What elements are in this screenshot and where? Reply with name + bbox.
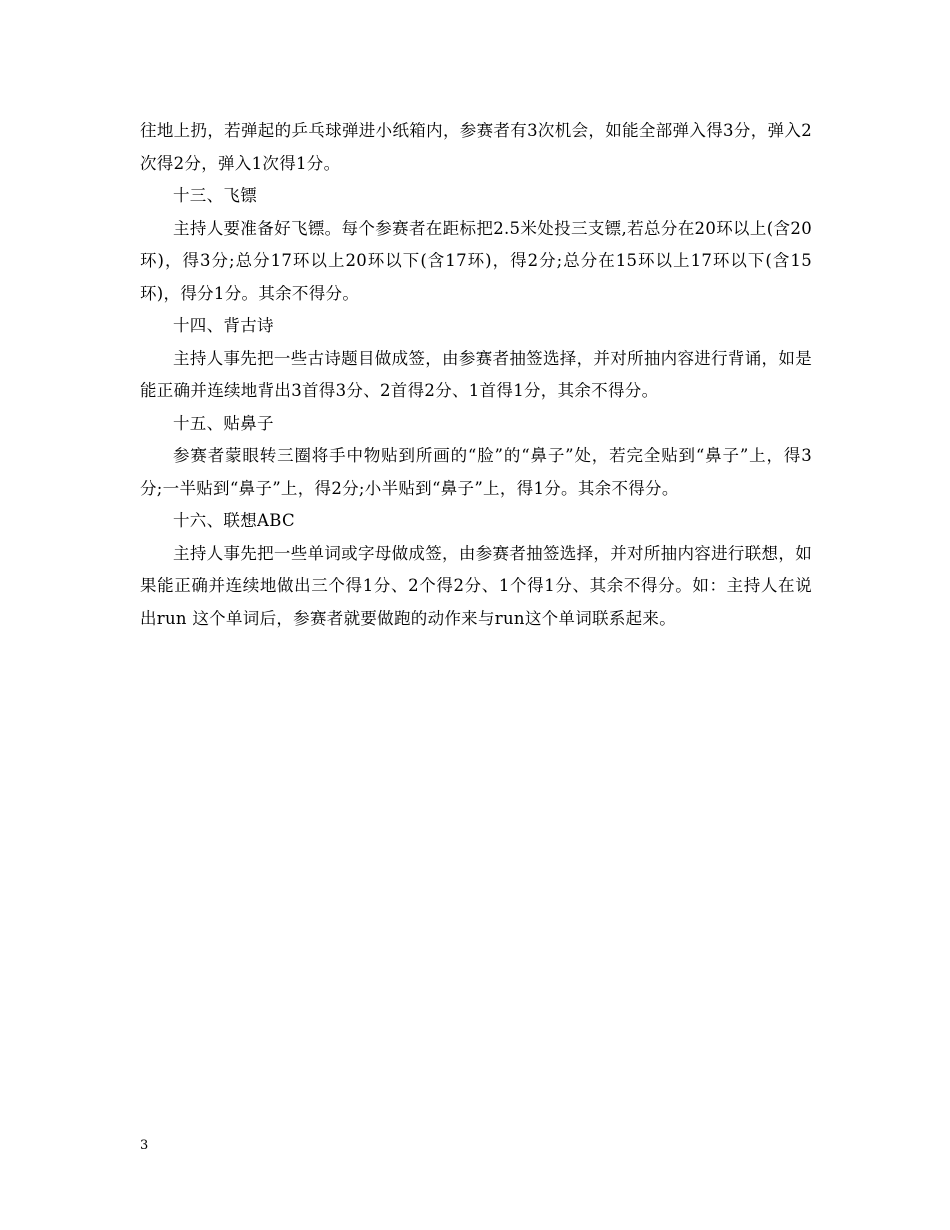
- section-heading-abc: 十六、联想ABC: [173, 511, 295, 530]
- paragraph-abc-rules: 主持人事先把一些单词或字母做成签，由参赛者抽签选择，并对所抽内容进行联想，如果能正确并连续地做出三个得1分、2个得2分、1个得1分、其余不得分。如：主持人在说出run 这个单词后，参赛者就要做跑的动作来与run这个单词联系起来。: [140, 543, 812, 628]
- section-heading-poems: 十四、背古诗: [173, 316, 274, 335]
- paragraph-pingpong-rules: 往地上扔，若弹起的乒乓球弹进小纸箱内，参赛者有3次机会，如能全部弹入得3分，弹入2次得2分，弹入1次得1分。: [140, 121, 812, 173]
- section-heading-nose: 十五、贴鼻子: [173, 413, 274, 433]
- paragraph-darts-rules: 主持人要准备好飞镖。每个参赛者在距标把2.5米处投三支镖,若总分在20环以上(含20环)，得3分;总分17环以上20环以下(含17环)，得2分;总分在15环以上17环以下(含15环)，得分1分。其余不得分。: [140, 218, 812, 303]
- paragraph-poems-rules: 主持人事先把一些古诗题目做成签，由参赛者抽签选择，并对所抽内容进行背诵，如是能正确并连续地背出3首得3分、2首得2分、1首得1分，其余不得分。: [140, 348, 812, 400]
- page-number: 3: [140, 1138, 149, 1153]
- document-body: [140, 115, 812, 635]
- paragraph-nose-rules: 参赛者蒙眼转三圈将手中物贴到所画的“脸”的“鼻子”处，若完全贴到“鼻子”上，得3分;一半贴到“鼻子”上，得2分;小半贴到“鼻子”上，得1分。其余不得分。: [140, 446, 812, 498]
- section-heading-darts: 十三、飞镖: [173, 186, 257, 205]
